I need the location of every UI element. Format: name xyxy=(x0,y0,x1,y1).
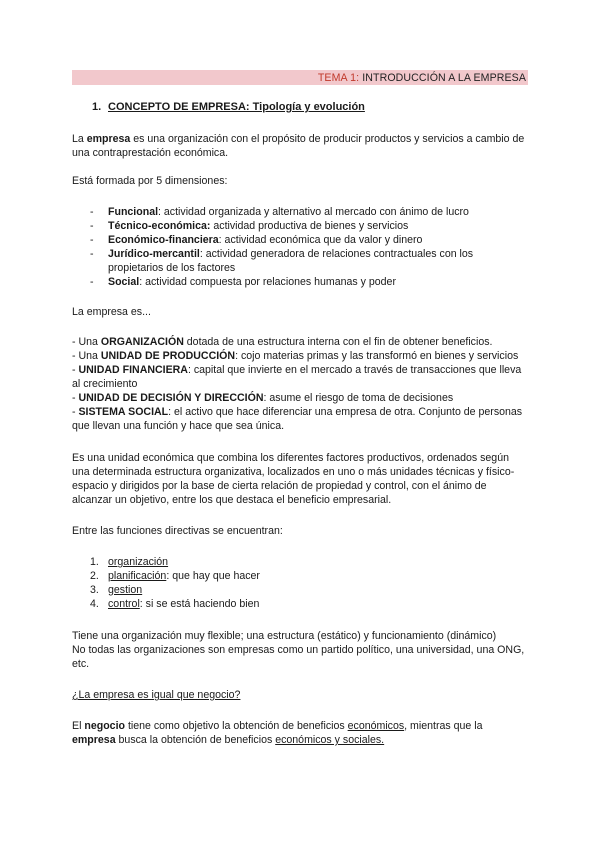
bold-term: UNIDAD DE PRODUCCIÓN xyxy=(100,350,236,362)
list-index: 3. xyxy=(90,584,99,596)
spacer xyxy=(72,671,528,688)
spacer xyxy=(72,319,528,335)
empresa-es-intro: La empresa es... xyxy=(72,306,151,318)
list-item xyxy=(90,275,528,289)
list-desc: : actividad económica que da valor y dinero xyxy=(218,234,423,246)
list-item xyxy=(90,569,528,583)
bold-term: SISTEMA SOCIAL xyxy=(78,406,169,418)
empresa-es-item xyxy=(72,363,528,391)
dimensions-list xyxy=(72,205,528,289)
unidad-economica-paragraph: Es una unidad económica que combina los diferentes factores productivos, ordenados según una determinada estructura organizativa, localizados en uno o más unidades técnicas y físico-espacio y dirigidos por la base de cierta relación de propiedad y control, con el ánimo de alcanzar un objetivo, entre los que destaca el beneficio empresarial. xyxy=(72,452,515,506)
text-run: busca la obtención de beneficios xyxy=(115,734,276,746)
text-run: - xyxy=(72,364,79,376)
empresa-es-item xyxy=(72,405,528,433)
flexible-paragraph: Tiene una organización muy flexible; una estructura (estático) y funcionamiento (dinámico) xyxy=(72,630,497,642)
dimensions-intro: Está formada por 5 dimensiones: xyxy=(72,175,228,187)
list-item xyxy=(90,555,528,569)
text-run: tiene como objetivo la obtención de beneficios xyxy=(125,720,348,732)
bold-term: ORGANIZACIÓN xyxy=(100,336,184,348)
list-item xyxy=(90,597,528,611)
list-desc: actividad productiva de bienes y servicios xyxy=(210,220,409,232)
spacer xyxy=(72,538,528,555)
spacer xyxy=(72,114,528,132)
list-desc: : actividad compuesta por relaciones humanas y poder xyxy=(139,276,396,288)
section-number: 1. xyxy=(92,101,102,113)
text-run: dotada de una estructura interna con el fin de obtener beneficios. xyxy=(183,336,493,348)
list-item xyxy=(90,233,528,247)
text-run: : capital que invierte en el mercado a través de transacciones que lleva al crecimiento xyxy=(72,364,522,390)
bold-term: negocio xyxy=(84,720,125,732)
header-topic-number: TEMA 1: xyxy=(317,72,360,84)
list-index: 4. xyxy=(90,598,99,610)
underlined-term: económicos y sociales. xyxy=(275,734,385,746)
list-desc: : actividad organizada y alternativo al mercado con ánimo de lucro xyxy=(158,206,469,218)
section-title: CONCEPTO DE EMPRESA: Tipología y evolución xyxy=(108,101,365,113)
list-term: planificación xyxy=(108,570,167,582)
negocio-paragraph xyxy=(72,719,528,747)
funciones-list xyxy=(72,555,528,611)
text-run: La xyxy=(72,133,87,145)
empresa-es-item xyxy=(72,349,528,363)
spacer xyxy=(72,702,528,719)
section-heading xyxy=(92,100,528,114)
intro-paragraph xyxy=(72,132,528,160)
text-run: - Una xyxy=(72,336,101,348)
list-term: Social xyxy=(108,276,140,288)
spacer xyxy=(72,433,528,451)
spacer xyxy=(72,507,528,524)
bold-term: UNIDAD FINANCIERA xyxy=(78,364,188,376)
text-run: , mientras que la xyxy=(404,720,483,732)
document-body xyxy=(72,100,528,747)
text-run: : cojo materias primas y las transformó en bienes y servicios xyxy=(235,350,519,362)
text-run: : asume el riesgo de toma de decisiones xyxy=(263,392,454,404)
list-term: organización xyxy=(108,556,169,568)
text-run: es una organización con el propósito de producir productos y servicios a cambio de una contraprestación económica. xyxy=(72,133,525,159)
list-term: Funcional xyxy=(108,206,159,218)
list-desc: : que hay que hacer xyxy=(166,570,260,582)
organizaciones-paragraph: No todas las organizaciones son empresas como un partido político, una universidad, una ONG, etc. xyxy=(72,644,525,670)
header-topic-title: INTRODUCCIÓN A LA EMPRESA xyxy=(359,72,526,84)
funciones-intro: Entre las funciones directivas se encuentran: xyxy=(72,525,283,537)
spacer xyxy=(72,160,528,174)
list-desc: : actividad generadora de relaciones contractuales con los propietarios de los factores xyxy=(108,248,474,274)
underlined-term: económicos xyxy=(347,720,405,732)
spacer xyxy=(72,188,528,205)
bold-term: empresa xyxy=(86,133,131,145)
question-heading: ¿La empresa es igual que negocio? xyxy=(72,689,241,701)
list-term: Jurídico-mercantil xyxy=(108,248,200,260)
text-run: - xyxy=(72,406,79,418)
list-item xyxy=(90,247,528,275)
empresa-es-item xyxy=(72,391,528,405)
empresa-es-item xyxy=(72,335,528,349)
spacer xyxy=(72,289,528,305)
spacer xyxy=(72,611,528,629)
page-header xyxy=(318,71,526,85)
list-index: 2. xyxy=(90,570,99,582)
list-term: Económico-financiera xyxy=(108,234,219,246)
list-term: gestion xyxy=(108,584,143,596)
bold-term: UNIDAD DE DECISIÓN Y DIRECCIÓN xyxy=(78,392,264,404)
list-item xyxy=(90,583,528,597)
text-run: - Una xyxy=(72,350,101,362)
text-run: : el activo que hace diferenciar una empresa de otra. Conjunto de personas que llevan una función y hace que sea única. xyxy=(72,406,523,432)
list-desc: : si se está haciendo bien xyxy=(139,598,260,610)
list-term: control xyxy=(108,598,140,610)
text-run: - xyxy=(72,392,79,404)
list-term: Técnico-económica: xyxy=(108,220,211,232)
list-index: 1. xyxy=(90,556,99,568)
list-item xyxy=(90,205,528,219)
text-run: El xyxy=(72,720,85,732)
list-item xyxy=(90,219,528,233)
bold-term: empresa xyxy=(72,734,116,746)
